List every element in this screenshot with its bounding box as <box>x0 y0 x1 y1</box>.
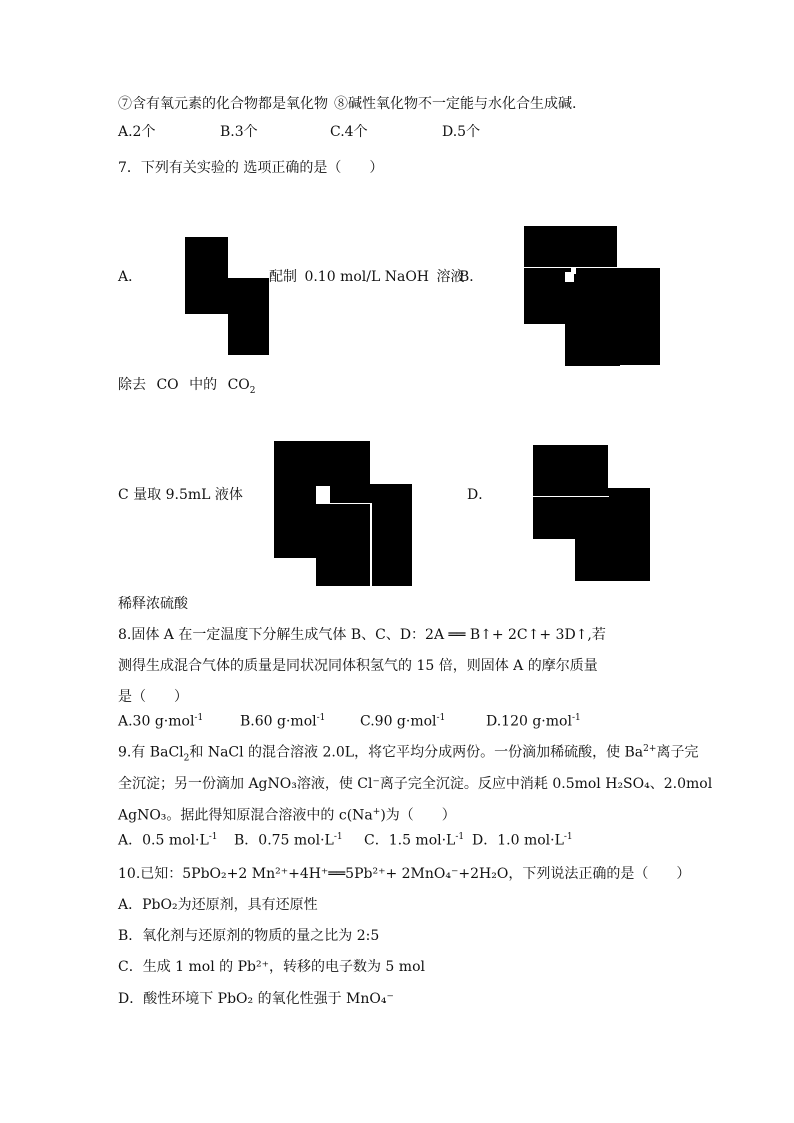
q8-line-3: 是（ ） <box>118 689 188 705</box>
q7-stem: 7．下列有关实验的 选项正确的是（ ） <box>118 160 384 176</box>
q7-option-b-label: B． <box>459 269 484 285</box>
q6-option-a: A.2个 <box>118 124 156 140</box>
q10-option-d: D．酸性环境下 PbO₂ 的氧化性强于 MnO₄⁻ <box>118 991 394 1007</box>
q8-option-d: D.120 g·mol$^{-1}$ <box>486 713 581 730</box>
q10-option-a: A．PbO₂为还原剂，具有还原性 <box>118 897 318 913</box>
q6-option-b: B.3个 <box>220 124 258 140</box>
q9-line-2: 全沉淀；另一份滴加 AgNO₃溶液，使 Cl⁻离子完全沉淀。反应中消耗 0.5mol H₂SO₄、2.0mol <box>118 776 713 792</box>
q7-option-d-label: D． <box>467 487 493 503</box>
q9-option-c: C．1.5 $mol\cdot L^{-1}$ <box>364 832 465 849</box>
q7-option-d-text: 稀释浓硫酸 <box>118 596 188 612</box>
q7-option-b-text: 除去 CO 中的 $CO_2$ <box>118 377 256 396</box>
q6-option-d: D.5个 <box>442 124 481 140</box>
q9-line-3: AgNO₃。据此得知原混合溶液中的 c(Na+)为（ ） <box>118 807 456 824</box>
q10-option-c: C．生成 1 mol 的 Pb²⁺，转移的电子数为 5 mol <box>118 959 425 975</box>
q6-statement-7: ⑦含有氧元素的化合物都是氧化物 <box>118 96 328 112</box>
q10-option-b: B．氧化剂与还原剂的物质的量之比为 2:5 <box>118 928 380 944</box>
q7-option-c-text: C 量取 9.5mL 液体 <box>118 487 243 503</box>
q7-option-a-text: 配制 0.10 mol/L NaOH 溶液 <box>269 269 465 285</box>
q9-line-1: 9.有 BaCl$_2$和 NaCl 的混合溶液 2.0L，将它平均分成两份。一份滴加稀硫酸，使 $Ba^{2+}$离子完 <box>118 744 699 764</box>
q9-option-d: D．1.0 $mol\cdot L^{-1}$ <box>472 832 573 849</box>
q7-option-a-label: A． <box>118 269 143 285</box>
q8-option-c: C.90 g·mol$^{-1}$ <box>360 713 446 730</box>
q8-line-2: 测得生成混合气体的质量是同状况同体积氢气的 15 倍，则固体 A 的摩尔质量 <box>118 658 598 674</box>
q10-stem: 10.已知：5PbO₂+2 Mn²⁺+4H⁺══5Pb²⁺+ 2MnO₄⁻+2H₂O，下列说法正确的是（ ） <box>118 866 691 882</box>
q9-option-b: B．0.75 $mol\cdot L^{-1}$ <box>234 832 343 849</box>
q6-option-c: C.4个 <box>330 124 368 140</box>
q8-option-b: B.60 g·mol$^{-1}$ <box>240 713 326 730</box>
q8-option-a: A.30 g·mol$^{-1}$ <box>118 713 204 730</box>
q8-line-1: 8.固体 A 在一定温度下分解生成气体 B、C、D：2A ══ B↑+ 2C↑+ 3D↑,若 <box>118 627 606 643</box>
q9-option-a: A．0.5 $mol\cdot L^{-1}$ <box>118 832 218 849</box>
q6-statement-8: ⑧碱性氧化物不一定能与水化合生成碱. <box>334 96 577 112</box>
